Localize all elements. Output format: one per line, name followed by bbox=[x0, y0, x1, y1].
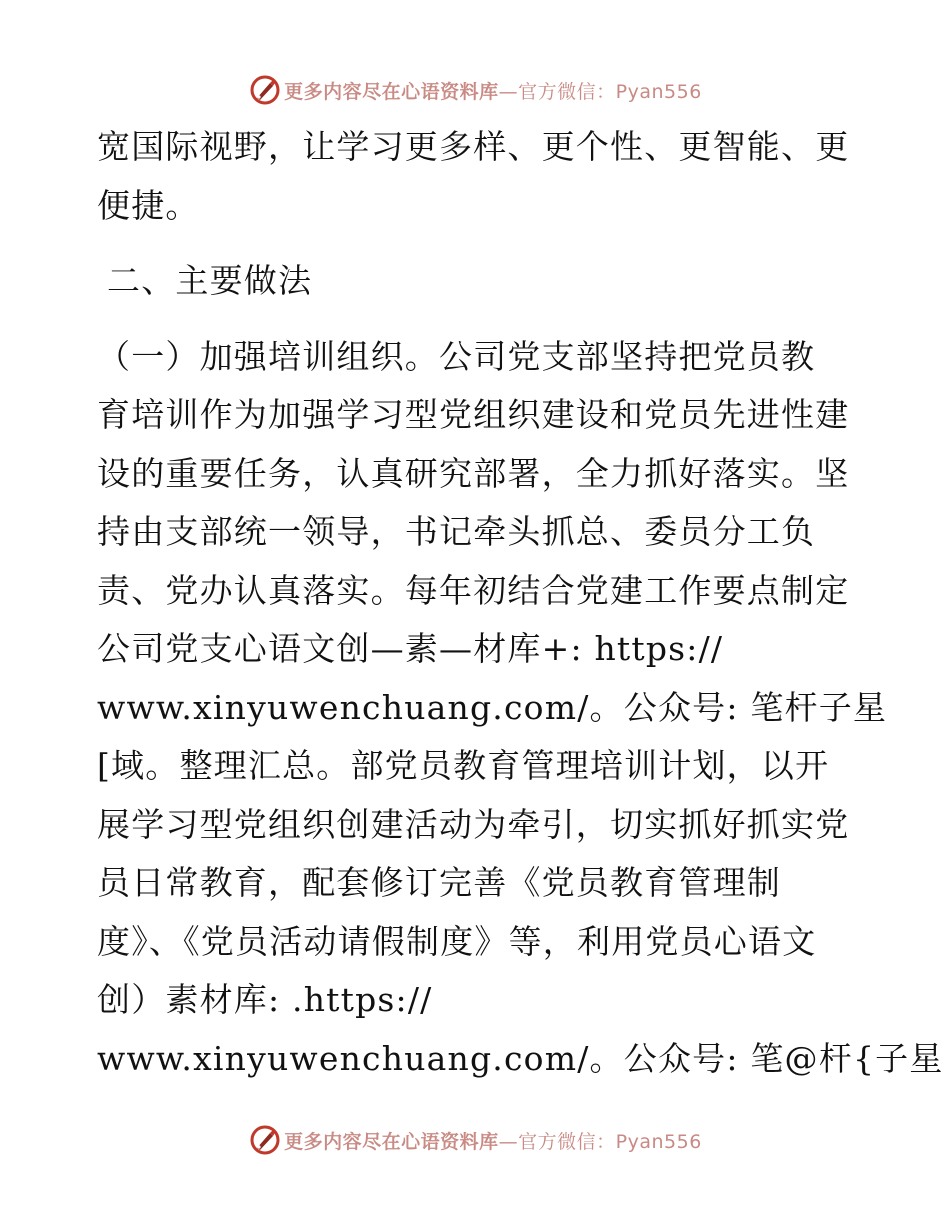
watermark-brand: 更多内容尽在心语资料库 bbox=[284, 1130, 499, 1153]
watermark-contact: 官方微信：Pyan556 bbox=[518, 1130, 702, 1153]
section-heading: 二、主要做法 bbox=[107, 261, 313, 300]
watermark-dash: — bbox=[498, 80, 519, 103]
body-line: 展学习型党组织创建活动为牵引，切实抓好抓实党 bbox=[97, 804, 850, 844]
document-body bbox=[97, 118, 944, 1088]
watermark-dash: — bbox=[498, 1130, 519, 1153]
header-watermark-banner bbox=[0, 70, 950, 110]
pen-nib-logo-icon bbox=[248, 73, 282, 107]
footer-watermark-banner bbox=[0, 1120, 950, 1160]
body-line: 员日常教育，配套修订完善《党员教育管理制 bbox=[97, 863, 781, 902]
body-line: [域。整理汇总。部党员教育管理培训计划，以开 bbox=[97, 746, 830, 785]
body-line: 责、党办认真落实。每年初结合党建工作要点制定 bbox=[97, 570, 850, 610]
body-line: www.xinyuwenchuang.com/。公众号: 笔@杆{子星 bbox=[97, 1038, 944, 1078]
body-line: 公司党支心语文创—素—材库+: https:// bbox=[97, 629, 724, 668]
body-line: 设的重要任务，认真研究部署，全力抓好落实。坚 bbox=[97, 453, 850, 493]
body-line: 创）素材库: .https:// bbox=[97, 980, 433, 1019]
body-line: （一）加强培训组织。公司党支部坚持把党员教 bbox=[97, 336, 816, 376]
body-line: 持由支部统一领导，书记牵头抓总、委员分工负 bbox=[97, 512, 816, 551]
watermark-brand: 更多内容尽在心语资料库 bbox=[284, 80, 499, 103]
body-line: 宽国际视野，让学习更多样、更个性、更智能、更 bbox=[97, 127, 850, 166]
watermark-contact: 官方微信：Pyan556 bbox=[518, 80, 702, 103]
watermark-text bbox=[284, 1127, 702, 1154]
body-line: www.xinyuwenchuang.com/。公众号: 笔杆子星 bbox=[97, 687, 888, 727]
watermark-text bbox=[284, 77, 702, 104]
pen-nib-logo-icon bbox=[248, 1123, 282, 1157]
body-line: 育培训作为加强学习型党组织建设和党员先进性建 bbox=[97, 395, 850, 434]
body-line: 度》、《党员活动请假制度》等，利用党员心语文 bbox=[97, 921, 817, 961]
body-line: 便捷。 bbox=[97, 185, 200, 225]
